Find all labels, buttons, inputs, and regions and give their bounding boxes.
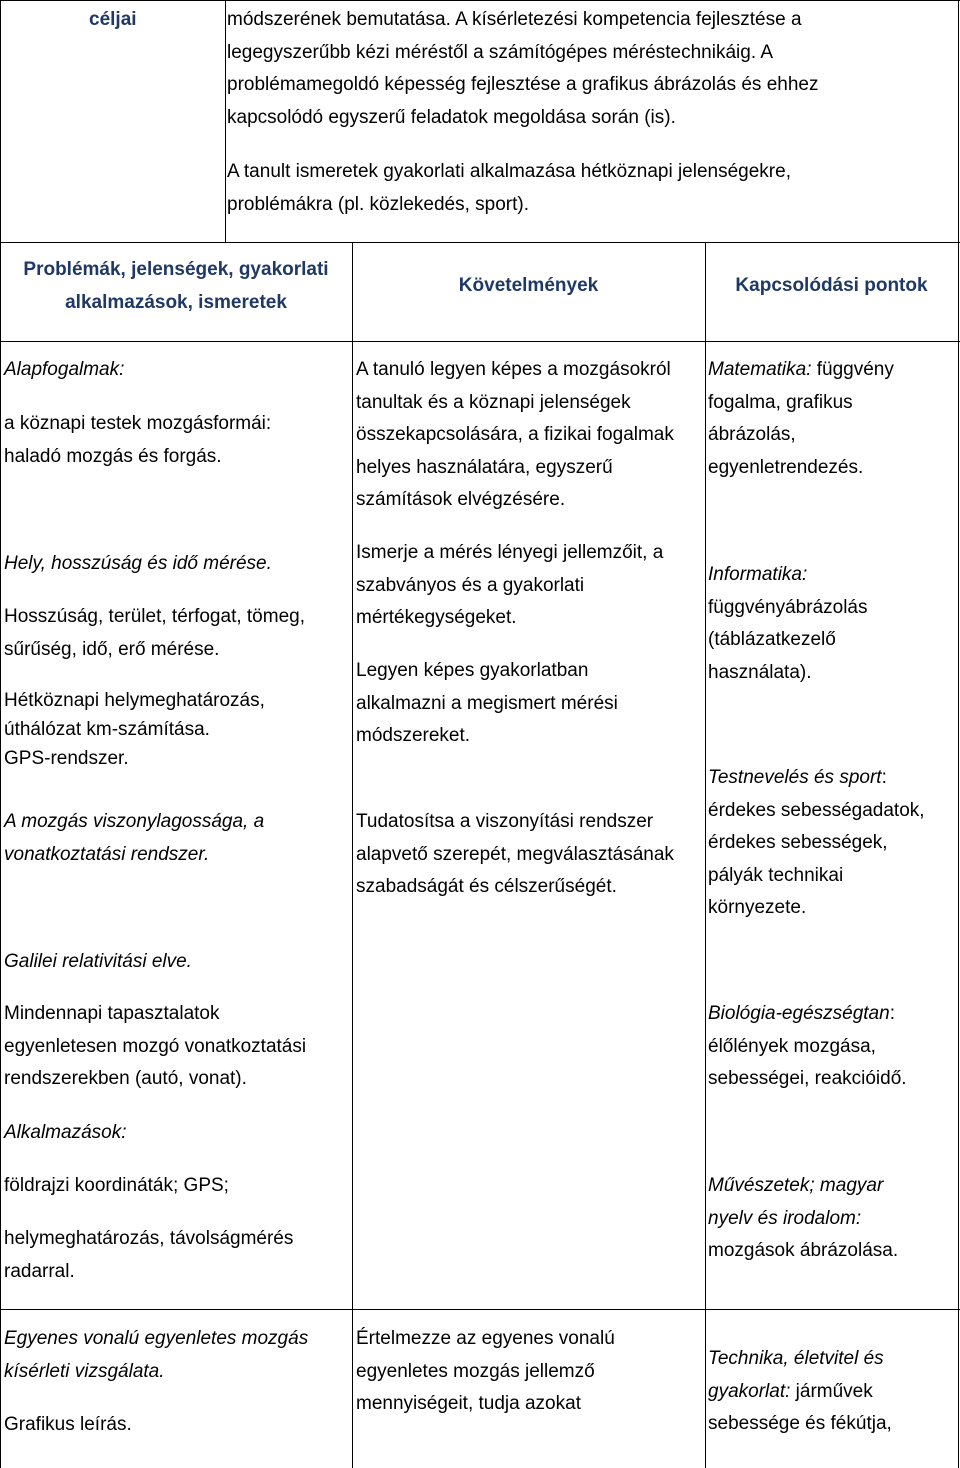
text-line: érdekes sebességadatok,: [708, 799, 925, 821]
galilei-heading: Galilei relativitási elve.: [4, 951, 192, 972]
text-line: A tanuló legyen képes a mozgásokról: [356, 359, 671, 380]
text-line: egyenletes mozgás jellemző: [356, 1360, 595, 1382]
text-line: Legyen képes gyakorlatban: [356, 660, 589, 681]
text-line: helymeghatározás, távolságmérés: [4, 1228, 294, 1249]
text-line: haladó mozgás és forgás.: [4, 445, 222, 467]
goals-line: problémamegoldó képesség fejlesztése a grafikus ábrázolás és ehhez: [227, 74, 819, 95]
text-line: helyes használatára, egyszerű: [356, 456, 613, 478]
biology-label: Biológia-egészségtan: [708, 1003, 890, 1024]
table-top-border: [0, 0, 960, 1]
text-line: alkalmazni a megismert mérési: [356, 692, 618, 714]
arts-label: nyelv és irodalom:: [708, 1207, 862, 1229]
requirement-3: [356, 655, 618, 753]
requirement-1: [356, 354, 674, 517]
measurement-quantities-text: [4, 601, 305, 666]
text-line: sebessége és fékútja,: [708, 1413, 892, 1434]
text-line: Mindennapi tapasztalatok: [4, 1003, 220, 1024]
text-line: rendszerekben (autó, vonat).: [4, 1068, 247, 1089]
header-requirements: Követelmények: [458, 275, 599, 296]
text-line: kísérleti vizsgálata.: [4, 1360, 165, 1382]
everyday-experience-text: [4, 998, 306, 1096]
text-line: Testnevelés és sport:: [708, 767, 887, 788]
text-line: tanultak és a köznapi jelenségek: [356, 391, 631, 413]
goals-line: legegyszerűbb kézi méréstől a számítógépes méréstechnikáig. A: [227, 41, 773, 63]
biology-connection: [708, 998, 907, 1096]
math-connection: [708, 354, 894, 484]
relativity-text: [4, 806, 264, 871]
text-line: sebességei, reakcióidő.: [708, 1068, 907, 1089]
sport-connection: [708, 762, 925, 925]
text-line: [708, 354, 894, 387]
technology-label: Technika, életvitel és: [708, 1348, 884, 1369]
text-line: alapvető szerepét, megválasztásának: [356, 843, 674, 865]
graphical-description-text: Grafikus leírás.: [4, 1414, 132, 1435]
header-problems: [0, 254, 352, 319]
text-line: egyenletesen mozgó vonatkoztatási: [4, 1035, 307, 1057]
text-line: Értelmezze az egyenes vonalú: [356, 1328, 615, 1349]
text-line: sűrűség, idő, erő mérése.: [4, 638, 220, 660]
text-line: szabványos és a gyakorlati: [356, 574, 585, 596]
text-line: Biológia-egészségtan:: [708, 1003, 895, 1024]
row-divider-2: [0, 341, 960, 342]
requirement-2: [356, 537, 663, 635]
sport-label: Testnevelés és sport: [708, 767, 882, 788]
text-line: mozgások ábrázolása.: [708, 1240, 899, 1261]
header-line: Problémák, jelenségek, gyakorlati: [23, 259, 329, 280]
positioning-text: [4, 686, 265, 773]
requirement-4: [356, 806, 674, 904]
text-line: módszereket.: [356, 725, 471, 746]
text-line: úthálózat km-számítása.: [4, 719, 210, 740]
arts-connection: [708, 1170, 898, 1268]
text-line: mennyiségeit, tudja azokat: [356, 1393, 581, 1414]
top-row-divider: [225, 0, 226, 242]
text-line: Hosszúság, terület, térfogat, tömeg,: [4, 606, 305, 627]
math-text: függvény: [816, 359, 894, 380]
text-line: használata).: [708, 661, 812, 683]
text-line: Ismerje a mérés lényegi jellemzőit, a: [356, 542, 664, 563]
basic-concepts-label: Alapfogalmak:: [4, 359, 125, 380]
text-line: GPS-rendszer.: [4, 748, 129, 769]
technology-label: gyakorlat:: [708, 1380, 791, 1402]
text-line: Egyenes vonalú egyenletes mozgás: [4, 1328, 309, 1349]
text-line: fogalma, grafikus: [708, 391, 853, 413]
text-line: egyenletrendezés.: [708, 456, 864, 478]
requirement-5: [356, 1323, 615, 1421]
text-line: függvényábrázolás: [708, 596, 868, 618]
distance-measurement-text: [4, 1223, 293, 1288]
text-line: A mozgás viszonylagossága, a: [4, 811, 265, 832]
text-line: összekapcsolására, a fizikai fogalmak: [356, 424, 674, 445]
table-left-border: [0, 0, 1, 1468]
text-line: ábrázolás,: [708, 424, 796, 445]
arts-label: Művészetek; magyar: [708, 1175, 884, 1196]
goals-paragraph-1: [227, 4, 818, 134]
math-label: Matematika:: [708, 359, 812, 380]
uniform-motion-heading: [4, 1323, 308, 1388]
goals-line: kapcsolódó egyszerű feladatok megoldása során (is).: [227, 106, 676, 128]
text-line: mértékegységeket.: [356, 607, 517, 628]
text-line: szabadságát és célszerűségét.: [356, 876, 617, 897]
row-divider-1: [0, 242, 960, 243]
header-line: alkalmazások, ismeretek: [65, 291, 287, 313]
goals-paragraph-2: [227, 156, 791, 221]
goals-line: A tanult ismeretek gyakorlati alkalmazása hétköznapi jelenségekre,: [227, 161, 791, 182]
text-line: érdekes sebességek,: [708, 832, 888, 853]
text-line: radarral.: [4, 1260, 75, 1282]
text-line: számítások elvégzésére.: [356, 489, 566, 510]
applications-label: Alkalmazások:: [4, 1122, 127, 1143]
col-divider-2: [705, 242, 706, 1468]
header-connections: Kapcsolódási pontok: [735, 275, 928, 296]
technology-connection: [708, 1343, 892, 1441]
table-right-border: [958, 0, 959, 1468]
text-line: pályák technikai: [708, 864, 844, 886]
measurement-heading: Hely, hosszúság és idő mérése.: [4, 553, 272, 574]
row-divider-3: [0, 1309, 960, 1310]
text-line: [708, 1376, 892, 1409]
goals-line: problémákra (pl. közlekedés, sport).: [227, 193, 530, 215]
text-line: élőlények mozgása,: [708, 1035, 876, 1057]
goals-line: módszerének bemutatása. A kísérletezési kompetencia fejlesztése a: [227, 9, 802, 30]
geo-coordinates-text: földrajzi koordináták; GPS;: [4, 1175, 229, 1196]
text-line: Tudatosítsa a viszonyítási rendszer: [356, 811, 654, 832]
text-line: (táblázatkezelő: [708, 629, 836, 650]
text-line: Hétköznapi helymeghatározás,: [4, 690, 265, 711]
goals-label: céljai: [89, 9, 137, 30]
informatics-label: Informatika:: [708, 564, 808, 585]
text-line: a köznapi testek mozgásformái:: [4, 413, 272, 434]
informatics-connection: [708, 559, 868, 689]
text-line: vonatkoztatási rendszer.: [4, 843, 210, 865]
col-divider-1: [352, 242, 353, 1468]
everyday-motion-text: [4, 408, 271, 473]
text-line: környezete.: [708, 897, 807, 918]
technology-text: járművek: [795, 1380, 873, 1402]
